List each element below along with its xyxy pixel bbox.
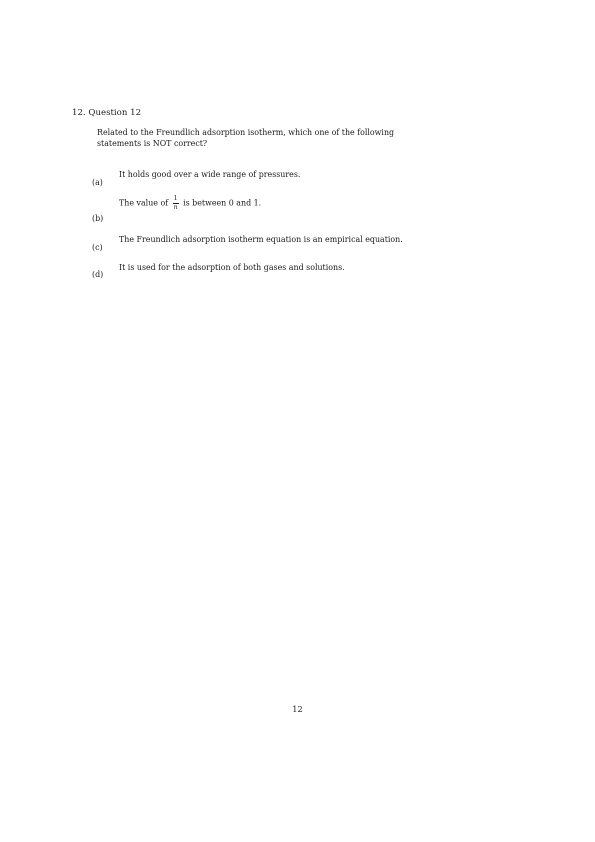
fraction [173,196,179,211]
option-d-text: It is used for the adsorption of both gases and solutions. [119,263,345,272]
option-b-text-before: The value of [119,198,171,208]
fraction-numerator: 1 [173,195,178,202]
question-heading: 12. Question 12 [72,108,142,118]
option-c-text: The Freundlich adsorption isotherm equation is an empirical equation. [119,235,403,244]
option-d-label: (d) [92,270,104,279]
question-stem: Related to the Freundlich adsorption isotherm, which one of the following statements is NOT correct? [97,128,395,148]
option-b-label: (b) [92,214,104,223]
page-number: 12 [292,704,303,714]
option-b-text [119,196,261,211]
fraction-denominator: n [173,203,178,211]
option-b-text-after: is between 0 and 1. [180,198,262,208]
option-a-text: It holds good over a wide range of pressures. [119,170,301,179]
option-a-label: (a) [92,178,103,187]
option-c-label: (c) [92,243,103,252]
